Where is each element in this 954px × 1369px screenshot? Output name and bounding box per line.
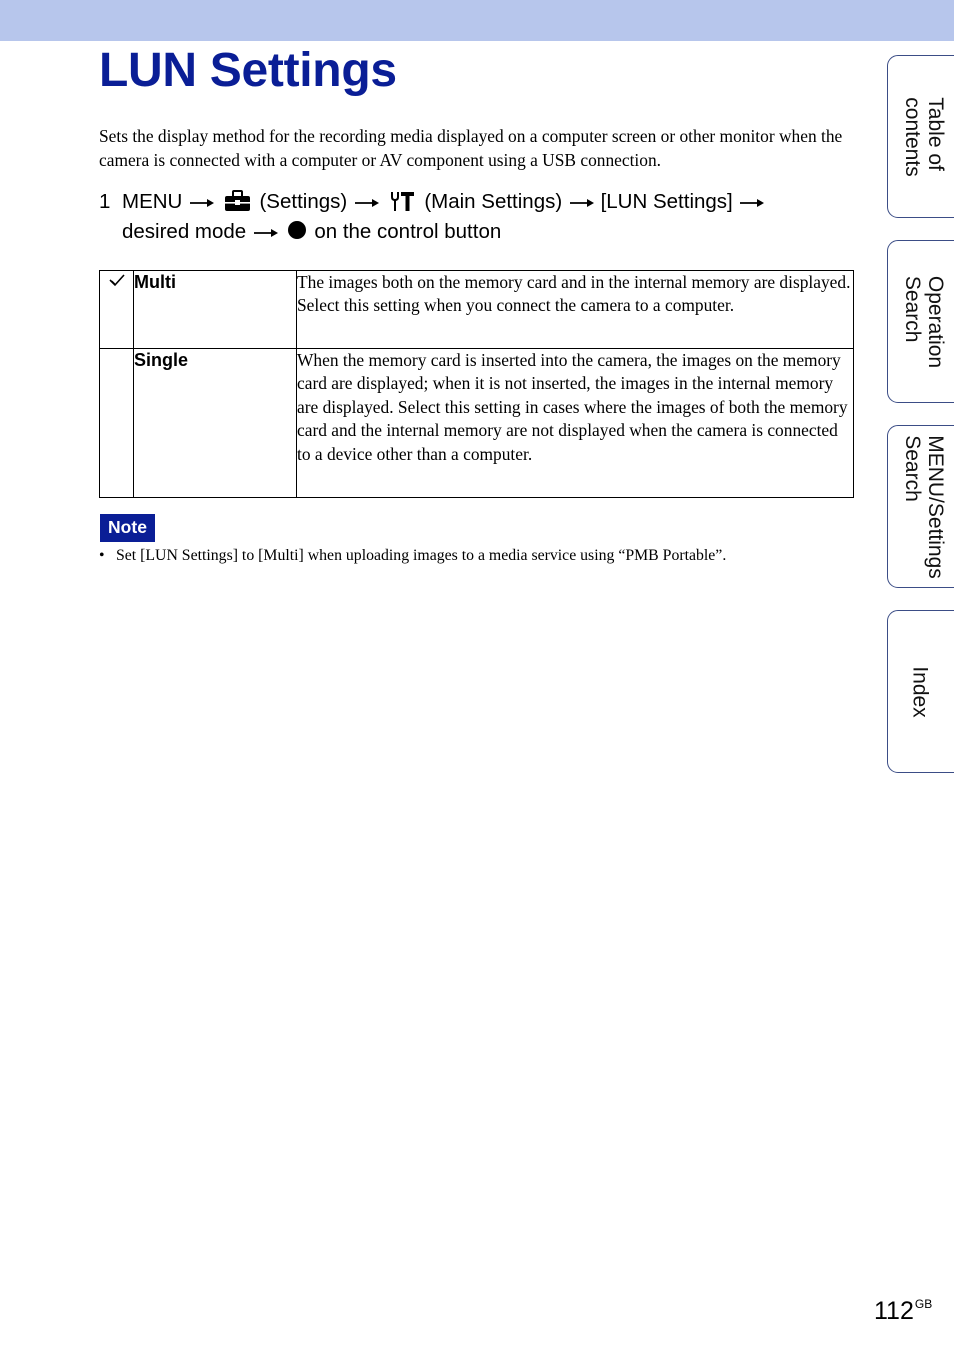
options-table — [99, 270, 854, 498]
note-item: Set [LUN Settings] to [Multi] when uploading images to a media service using “PMB Portable”. — [116, 547, 727, 564]
table-row — [100, 349, 854, 498]
procedure-step — [99, 187, 839, 247]
step-number: 1 — [99, 190, 111, 213]
desired-mode-label: desired mode — [122, 220, 247, 243]
arrow-right-icon — [252, 228, 279, 238]
tab-operation-search[interactable] — [887, 240, 954, 403]
tab-label: Index — [908, 665, 932, 718]
menu-label: MENU — [122, 190, 183, 213]
tab-label: MENU/Settings Search — [901, 434, 947, 579]
page-number: $112^{GB}$ — [874, 1297, 933, 1325]
tab-table-of-contents[interactable] — [887, 55, 954, 218]
option-description: When the memory card is inserted into the camera, the images on the memory card are displayed; when it is not inserted, the images in the internal memory are displayed. Select this setting in cases where the images of both the memory card and the internal memory are not displayed when the camera is connected to a device other than a computer. — [297, 349, 854, 498]
settings-label: (Settings) — [259, 190, 348, 213]
note-text — [99, 545, 859, 567]
page-title: LUN Settings — [99, 44, 397, 97]
header-band — [0, 0, 954, 41]
note-badge: Note — [100, 514, 155, 542]
lun-settings-label: [LUN Settings] — [600, 190, 733, 213]
main-settings-label: (Main Settings) — [424, 190, 563, 213]
arrow-right-icon — [568, 198, 595, 208]
toolbox-icon — [224, 190, 251, 212]
checkmark-icon — [109, 271, 125, 291]
default-mark-cell — [100, 349, 134, 498]
wrench-screwdriver-icon — [389, 190, 416, 212]
tab-index[interactable] — [887, 610, 954, 773]
option-name: Multi — [134, 271, 297, 349]
page-suffix: GB — [914, 1297, 933, 1311]
default-mark-cell — [100, 271, 134, 349]
control-button-text: on the control button — [314, 220, 502, 243]
arrow-right-icon — [738, 198, 765, 208]
tab-label: Operation Search — [901, 275, 947, 368]
arrow-right-icon — [353, 198, 380, 208]
option-description: The images both on the memory card and in the internal memory are displayed. Select this setting when you connect the camera to a computer. — [297, 271, 854, 349]
bullet-icon: • — [99, 547, 105, 564]
option-name: Single — [134, 349, 297, 498]
table-row — [100, 271, 854, 349]
tab-label: Table of contents — [901, 96, 947, 177]
tab-menu-settings-search[interactable] — [887, 425, 954, 588]
intro-paragraph: Sets the display method for the recording media displayed on a computer screen or other monitor when the camera is connected with a computer or AV component using a USB connection. — [99, 126, 843, 170]
arrow-right-icon — [188, 198, 215, 208]
control-button-center-icon — [287, 220, 307, 240]
